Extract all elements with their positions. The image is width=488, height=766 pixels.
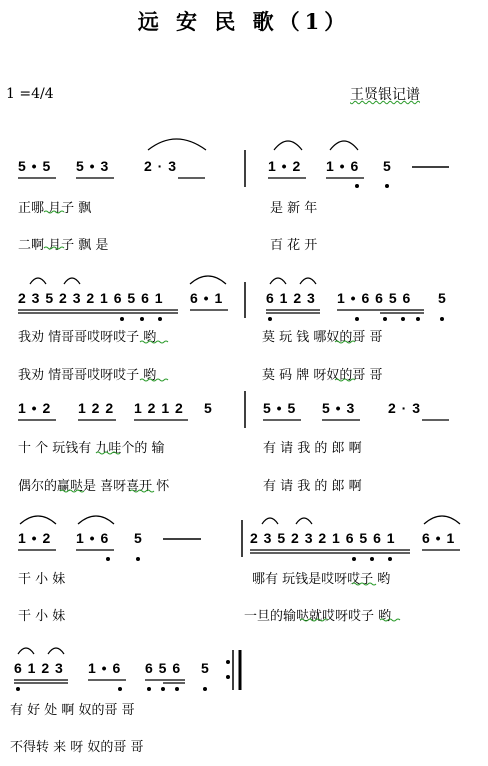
slur	[330, 141, 358, 150]
song-title: 远 安 民 歌（1）	[137, 9, 351, 34]
slur	[424, 516, 460, 524]
lyric-line: 莫 玩 钱 哪奴的哥 哥	[262, 330, 383, 345]
lyric-line: 干 小 妹	[18, 609, 66, 624]
note-group: 5	[201, 660, 210, 676]
lyric-line: 偶尔的赢哒是 喜呀喜开 怀	[18, 479, 170, 494]
lyric-line: 不得转 来 呀 奴的哥 哥	[10, 740, 144, 755]
slur	[148, 139, 206, 150]
slur	[300, 278, 316, 284]
note-group: 6 1 2 3	[14, 660, 64, 676]
lyric-line: 有 请 我 的 郎 啊	[263, 479, 362, 494]
note-group: 1 • 6	[326, 158, 360, 174]
lyric-line: 正哪 月子 飘	[18, 201, 92, 216]
key-signature: 1 =4/4	[6, 86, 54, 102]
note-group: 6 • 1	[422, 530, 456, 546]
lyric-line: 百 花 开	[270, 238, 318, 253]
note-group: 1 2 1 2	[134, 400, 184, 416]
note-group: 1 • 6	[88, 660, 122, 676]
lyric-line: 是 新 年	[270, 201, 318, 216]
note-group: 1 • 2	[18, 400, 52, 416]
lyric-line: 我劝 情哥哥哎呀哎子 哟	[18, 368, 157, 383]
note-group: 2 3 5 2 3 2 1 6 5 6 1	[250, 530, 396, 546]
note-group: 6 5 6	[145, 660, 182, 676]
note-group: 6 • 1	[190, 290, 224, 306]
lyric-line: 哪有 玩钱是哎呀哎子 哟	[252, 572, 391, 587]
note-group: 5	[134, 530, 143, 546]
slur	[296, 518, 312, 524]
note-group: 1 • 6 6 5 6	[337, 290, 412, 306]
lyric-line: 有 好 处 啊 奴的哥 哥	[10, 703, 135, 718]
lyric-line: 一旦的输哒就哎呀哎子 哟	[244, 609, 392, 624]
slur	[48, 648, 64, 654]
slur	[262, 518, 278, 524]
note-group: 5 • 5	[263, 400, 297, 416]
lyric-line: 有 请 我 的 郎 啊	[263, 441, 362, 456]
slur	[64, 278, 80, 284]
slur	[30, 278, 46, 284]
slur	[190, 276, 226, 284]
slur	[18, 648, 34, 654]
note-group: 6 1 2 3	[266, 290, 316, 306]
lyric-line: 十 个 玩钱有 九哇个的 输	[18, 441, 165, 456]
note-group: 1 • 2	[18, 530, 52, 546]
note-group: 1 2 2	[78, 400, 115, 416]
note-group: 1 • 2	[268, 158, 302, 174]
lyric-line: 我劝 情哥哥哎呀哎子 哟	[18, 330, 157, 345]
note-group: 1 • 6	[76, 530, 110, 546]
note-group: 5	[383, 158, 392, 174]
note-group: 2 · 3	[144, 158, 178, 174]
lyric-line: 干 小 妹	[18, 572, 66, 587]
note-group: 5	[204, 400, 213, 416]
note-group: 5 • 3	[322, 400, 356, 416]
note-group: 5 • 5	[18, 158, 52, 174]
note-group: 2 · 3	[388, 400, 422, 416]
credit-text: 王贤银记谱	[350, 87, 420, 103]
slur	[274, 141, 302, 150]
slur	[78, 516, 114, 524]
slur	[270, 278, 286, 284]
repeat-dot	[226, 660, 230, 664]
note-group: 2 3 5 2 3 2 1 6 5 6 1	[18, 290, 164, 306]
slur	[20, 516, 56, 524]
lyric-line: 莫 码 牌 呀奴的哥 哥	[262, 368, 383, 383]
note-group: 5 • 3	[76, 158, 110, 174]
repeat-dot	[226, 675, 230, 679]
lyric-line: 二啊 月子 飘 是	[18, 238, 109, 253]
note-group: 5	[438, 290, 447, 306]
